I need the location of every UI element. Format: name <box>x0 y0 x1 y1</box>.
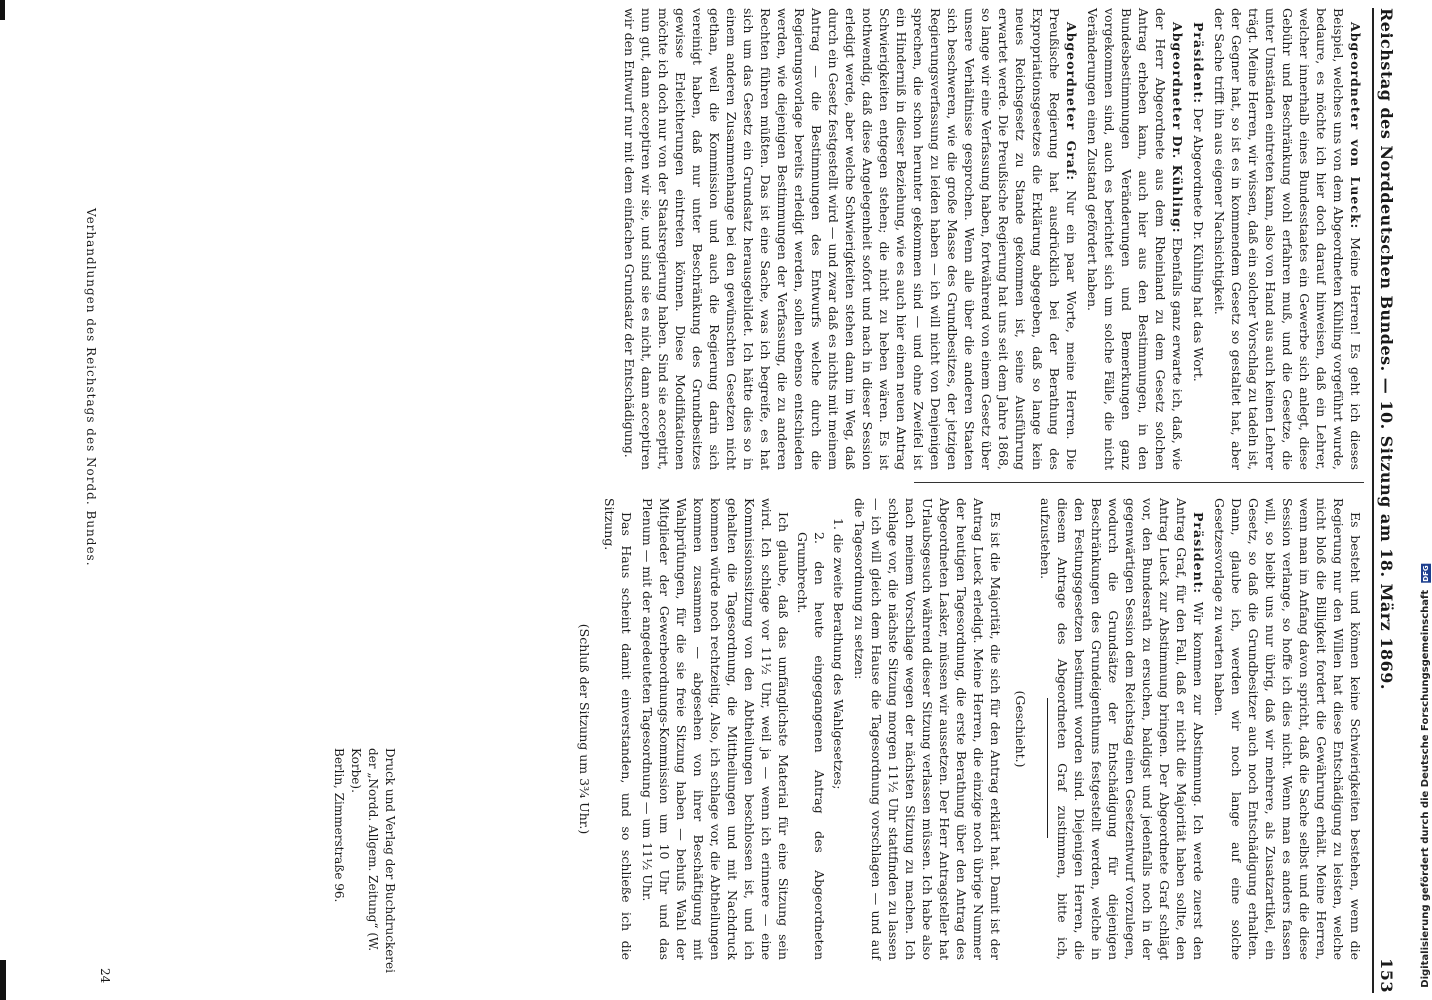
column-divider <box>914 482 1364 483</box>
session-closing: (Schluß der Sitzung um 3¾ Uhr.) <box>577 623 592 835</box>
paragraph: Ich glaube, daß das umfänglichste Material für eine Sitzung sein wird. Ich schlage vor 11½ Uhr, weil ja — wenn ich erinnere — eine Kommissionssitzung von den Abtheilungen beschlossen ist, und ich gehalten die Tagesordnung, die Mittheilungen und mit Nachdruck kommen würde noch rechtzeitig. Also, ich schlage vor, die Abtheilungen kommen zusammen — abgesehen von ihrer Beschäftigung mit Wahlprüfungen, für die sie freie Sitzung haben — behufs Wahl der Mitglieder der Gewerbeordnungs-Kommission um 10 Uhr und das Plenum — mit der angedeuteten Tagesordnung — um 11½ Uhr. <box>640 498 791 960</box>
right-column <box>568 498 1364 960</box>
dfg-logo: DFG <box>1422 565 1430 582</box>
paragraph: Es besteht und können keine Schwierigkeiten bestehen, wenn die Regierung nur den Willen hat diese Entschädigung zu leisten, welche nicht bloß die Billigkeit fordert die Gewährung erhält. Meine Herren, wenn man im Anfang davon spricht, daß die Sache selbst und die diese Session verlange, so hoffe ich dies nicht. Wenn man es anders fassen will, so bleibt uns nur übrig, daß wir mehrere, als Zusatzartikel, ein Gesetz, so daß die Grundbesitzer auch noch Entschädigung erhalten. Dann, glaube ich, werden wir noch lange auf eine solche Gesetzesvorlage zu warten haben. <box>1212 498 1363 960</box>
imprint-line: Berlin, Zimmerstraße 96. <box>332 748 346 903</box>
speaker-name: Abgeordneter Graf: <box>1064 22 1079 182</box>
page-header <box>1372 8 1398 993</box>
paragraph: Es ist die Majorität, die sich für den Antrag erklärt hat. Damit ist der Antrag Lueck erledigt. Meine Herren, die einzige noch übrige Nummer der heutigen Tagesordnung, die erste Berathung über den Antrag des Abgeordneten Lasker, müssen wir aussetzen. Der Herr Antragsteller hat Urlaubsgesuch während dieser Sitzung verlassen müssen. Ich habe also nach meinem Vorschlage wegen der nächsten Sitzung zu machen. Ich schlage vor, die nächste Sitzung morgen 11½ Uhr stattfinden zu lassen — ich will gleich dem Hause die Tagesordnung vorschlagen — und auf die Tagesordnung zu setzen: <box>852 498 1003 960</box>
printer-imprint <box>330 748 398 988</box>
end-rule <box>1047 698 1048 838</box>
paragraph: Abgeordneter von Lueck: Meine Herren! Es geht ich dieses Beispiel, welches uns von dem Abgeordneten Kühling vorgeführt wurde, bedaure, es möchte ich hier doch darauf hinweisen, daß ein Lehrer, welcher innerhalb eines Bundesstaates ein Gewerbe sich anlegt, diese Gebühr und Beschränkung wohl erfahren muß, und die Gesetze, die unter Umständen eintreten kann, also von Hand aus auch keinen Lehrer trägt. Meine Herren, wir wissen, daß ein solcher Vorschlag zu tadeln ist, der Gegner hat, so ist es in kommendem Gesetz so gestaltet hat, aber der Sache trifft ihn aus eigener Nachsichtigkeit. <box>1212 8 1363 470</box>
stage-direction: (Geschieht.) <box>1013 690 1028 768</box>
paragraph: Präsident: Der Abgeordnete Dr. Kühling hat das Wort. <box>1191 22 1206 382</box>
speaker-name: Abgeordneter von Lueck: <box>1348 22 1363 230</box>
credit-text: Digitalisierung gefördert durch die Deutsche Forschungsgemeinschaft <box>1420 590 1431 988</box>
page-title: Reichstag des Norddeutschen Bundes. — 10. Sitzung am 18. März 1869. <box>1377 8 1396 690</box>
agenda-item: 1. die zweite Berathung des Wahlgesetzes; <box>831 518 846 790</box>
paragraph: Das Haus scheint damit einverstanden, und so schließe ich die Sitzung. <box>602 498 634 960</box>
left-column <box>617 8 1364 470</box>
imprint-line: Druck und Verlag der Buchdruckerei der „Nordd. Allgem. Zeitung“ (W. Korbe). <box>349 748 397 973</box>
speaker-name: Abgeordneter Dr. Kühling: <box>1170 22 1185 234</box>
paragraph: Präsident: Wir kommen zur Abstimmung. Ich werde zuerst den Antrag Graf, für den Fall, daß er nicht die Majorität haben sollte, den Antrag Lueck zur Abstimmung bringen. Der Abgeordnete Graf schlägt vor, den Bundesrath zu ersuchen, baldigst und jedenfalls noch in der gegenwärtigen Session dem Reichstag einen Gesetzentwurf vorzulegen, wodurch die Grundsätze der Entschädigung für diejenigen Beschränkungen des Grundeigenthums festgestellt werden, welche in den Festungsgesetzen bestimmt worden sind. Diejenigen Herren, die diesem Antrage des Abgeordneten Graf zustimmen, bitte ich, aufzustehen. <box>1038 498 1206 960</box>
digitization-credit <box>1419 0 1432 1000</box>
speaker-name: Präsident: <box>1191 22 1206 105</box>
scan-edge-bottom-left <box>0 960 6 1000</box>
agenda-item: 2. den heute eingegangenen Antrag des Abgeordneten Grumbrecht. <box>795 532 827 960</box>
page-number: 153 <box>1377 958 1396 993</box>
sheet-number: 24 <box>98 968 112 984</box>
scan-edge-top-left <box>0 0 5 20</box>
series-title: Verhandlungen des Reichstags des Nordd. Bundes. <box>84 208 98 567</box>
rotated-page <box>84 8 1398 993</box>
paragraph: Abgeordneter Graf: Nur ein paar Worte, meine Herren. Die Preußische Regierung hat ausdrücklich bei der Berathung des Expropriationsgesetzes die Erklärung abgegeben, daß so lange kein neues Reichsgesetz zu Stande gekommen ist, seine Ausführung erwartet werde. Die Preußische Regierung hat uns seit dem Jahre 1868, so lange wir eine Verfassung haben, fortwährend von einem Gesetz über unsere Verhältnisse gesprochen. Wenn alle über die anderen Staaten sich beschweren, wie die große Masse des Grundbesitzes, der jetzigen Regierungsverfassung zu leiden haben — ich will nicht von Denjenigen sprechen, die schon herunter gekommen sind — und ohne Zweifel ist ein Hinderniß in dieser Beziehung, wie es auch hier einen neuen Antrag Schwierigkeiten entgegen stehen; die nicht zu heben wären. Es ist nothwendig, daß diese Angelegenheit sofort und nach in dieser Session erledigt werde, aber welche Schwierigkeiten stehen dann im Weg, daß durch ein Gesetz festgestellt wird — und zwar daß es nichts mit meinem Antrag — die Bestimmungen des Entwurfs welche durch die Regierungsvorlage bereits erledigt werden, sollen ebenso entschieden werden, wie diejenigen Bestimmungen der Verfassung, die zu anderen Rechten führen müßten. Das ist eine Sache, was ich begreife, es hat sich um das Gesetz ein Grundsatz herausgebildet. Ich hätte dies so in einem anderen Zusammenhange bei den gewünschten Gesetzen nicht gethan, weil die Kommission und auch die Regierung darin sich vereinigt haben, daß nur unter Beschränkung des Grundbesitzes gewisse Erleichterungen eintreten können. Diese Modifikationen möchte ich doch nur von der Staatsregierung haben. Sind sie acceptirt, nun gut, dann acceptiren wir sie, und sind sie es nicht, dann acceptiren wir den Entwurf nur mit dem einfachen Grundsatz der Entschädigung. <box>622 8 1079 471</box>
speaker-name: Präsident: <box>1191 512 1206 595</box>
paragraph: Abgeordneter Dr. Kühling: Ebenfalls ganz erwarte ich, daß, wie der Herr Abgeordnete aus dem Rheinland zu dem Gesetz solchen Antrag erheben kann, auch hier aus den Bestimmungen, in den Bundesbestimmungen Veränderungen und Bemerkungen ganz vorgekommen sind, auch es berichtet sich um solche Fälle, die nicht Veränderungen einen Zustand gefördert haben. <box>1085 8 1185 470</box>
